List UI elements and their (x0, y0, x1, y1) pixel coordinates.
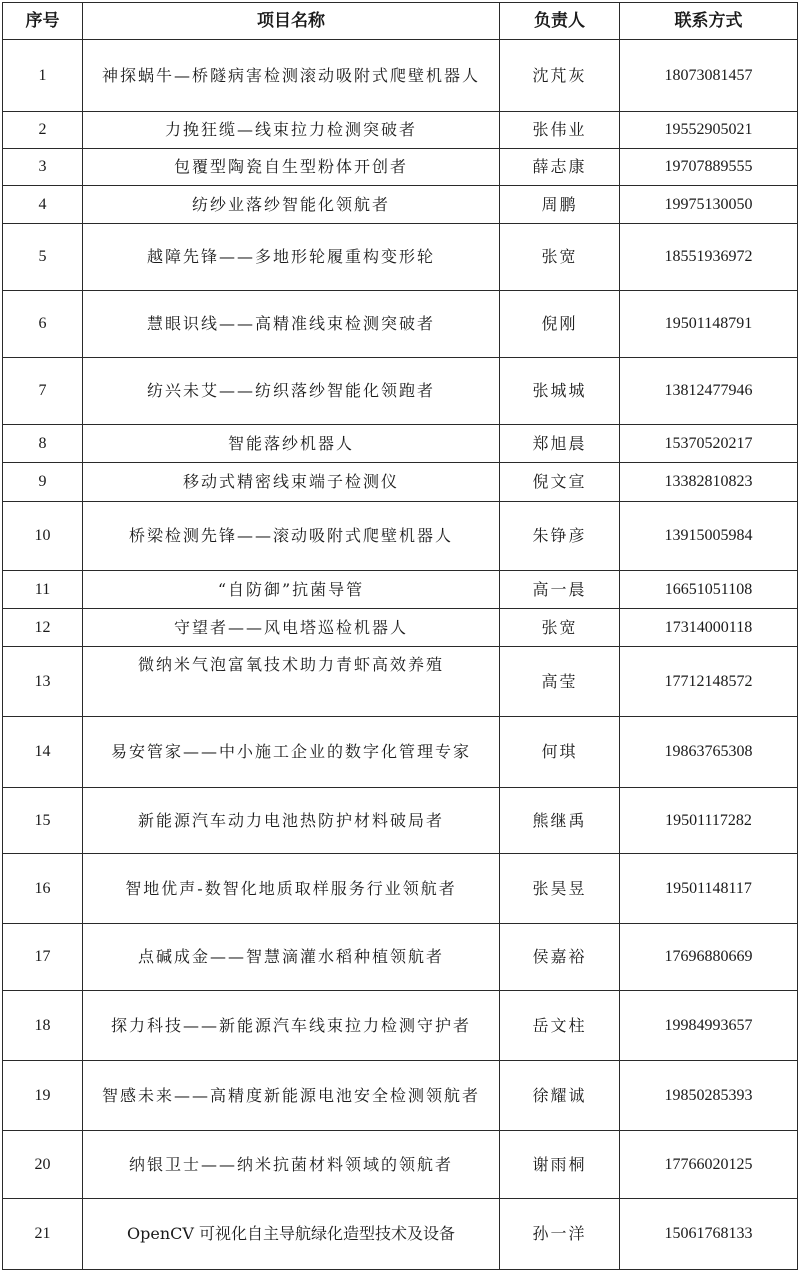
contact-phone: 19501148117 (620, 854, 798, 924)
project-name: 纳银卫士——纳米抗菌材料领域的领航者 (83, 1131, 500, 1199)
owner-name: 张昊昱 (500, 854, 620, 924)
row-index: 14 (3, 717, 83, 788)
contact-phone: 19984993657 (620, 991, 798, 1061)
table-row (3, 788, 798, 854)
contact-phone: 15370520217 (620, 425, 798, 463)
table-row (3, 502, 798, 571)
owner-name: 高莹 (500, 647, 620, 717)
table-row (3, 358, 798, 425)
row-index: 17 (3, 924, 83, 991)
header-owner: 负责人 (500, 3, 620, 40)
row-index: 4 (3, 186, 83, 224)
table-row (3, 571, 798, 609)
table-row (3, 647, 798, 717)
project-name: 越障先锋——多地形轮履重构变形轮 (83, 224, 500, 291)
header-project: 项目名称 (83, 3, 500, 40)
row-index: 10 (3, 502, 83, 571)
contact-phone: 18073081457 (620, 40, 798, 112)
contact-phone: 13812477946 (620, 358, 798, 425)
table-row (3, 924, 798, 991)
header-row (3, 3, 798, 40)
row-index: 19 (3, 1061, 83, 1131)
row-index: 8 (3, 425, 83, 463)
project-name: 桥梁检测先锋——滚动吸附式爬壁机器人 (83, 502, 500, 571)
row-index: 11 (3, 571, 83, 609)
contact-phone: 19975130050 (620, 186, 798, 224)
row-index: 5 (3, 224, 83, 291)
table-row (3, 186, 798, 224)
table-row (3, 1131, 798, 1199)
table-row (3, 854, 798, 924)
table-row (3, 991, 798, 1061)
contact-phone: 19863765308 (620, 717, 798, 788)
contact-phone: 19707889555 (620, 149, 798, 186)
row-index: 20 (3, 1131, 83, 1199)
contact-phone: 13915005984 (620, 502, 798, 571)
contact-phone: 19501148791 (620, 291, 798, 358)
header-index: 序号 (3, 3, 83, 40)
row-index: 6 (3, 291, 83, 358)
table-row (3, 1199, 798, 1270)
project-name: 包覆型陶瓷自生型粉体开创者 (83, 149, 500, 186)
table-row (3, 291, 798, 358)
owner-name: 何琪 (500, 717, 620, 788)
owner-name: 郑旭晨 (500, 425, 620, 463)
project-name: 易安管家——中小施工企业的数字化管理专家 (83, 717, 500, 788)
owner-name: 张伟业 (500, 112, 620, 149)
table-row (3, 149, 798, 186)
project-name: 慧眼识线——高精准线束检测突破者 (83, 291, 500, 358)
contact-phone: 17766020125 (620, 1131, 798, 1199)
project-name: 纺纱业落纱智能化领航者 (83, 186, 500, 224)
project-name: 神探蜗牛—桥隧病害检测滚动吸附式爬壁机器人 (83, 40, 500, 112)
contact-phone: 17712148572 (620, 647, 798, 717)
owner-name: 高一晨 (500, 571, 620, 609)
project-name: 智感未来——高精度新能源电池安全检测领航者 (83, 1061, 500, 1131)
owner-name: 薛志康 (500, 149, 620, 186)
contact-phone: 19501117282 (620, 788, 798, 854)
table-row (3, 463, 798, 502)
owner-name: 张城城 (500, 358, 620, 425)
owner-name: 孙一洋 (500, 1199, 620, 1270)
row-index: 7 (3, 358, 83, 425)
project-name: 微纳米气泡富氧技术助力青虾高效养殖 (83, 647, 500, 717)
row-index: 9 (3, 463, 83, 502)
row-index: 1 (3, 40, 83, 112)
contact-phone: 16651051108 (620, 571, 798, 609)
project-table (2, 2, 798, 1270)
row-index: 2 (3, 112, 83, 149)
project-name: 智能落纱机器人 (83, 425, 500, 463)
project-name: 移动式精密线束端子检测仪 (83, 463, 500, 502)
owner-name: 倪刚 (500, 291, 620, 358)
owner-name: 周鹏 (500, 186, 620, 224)
owner-name: 岳文柱 (500, 991, 620, 1061)
project-name: “自防御”抗菌导管 (83, 571, 500, 609)
contact-phone: 15061768133 (620, 1199, 798, 1270)
row-index: 18 (3, 991, 83, 1061)
project-name: 力挽狂缆—线束拉力检测突破者 (83, 112, 500, 149)
row-index: 21 (3, 1199, 83, 1270)
table-row (3, 717, 798, 788)
table-row (3, 112, 798, 149)
table-row (3, 1061, 798, 1131)
owner-name: 谢雨桐 (500, 1131, 620, 1199)
project-name: 守望者——风电塔巡检机器人 (83, 609, 500, 647)
owner-name: 侯嘉裕 (500, 924, 620, 991)
owner-name: 沈芃灰 (500, 40, 620, 112)
table-row (3, 224, 798, 291)
owner-name: 熊继禹 (500, 788, 620, 854)
project-name: 纺兴未艾——纺织落纱智能化领跑者 (83, 358, 500, 425)
row-index: 13 (3, 647, 83, 717)
contact-phone: 17696880669 (620, 924, 798, 991)
contact-phone: 13382810823 (620, 463, 798, 502)
table-row (3, 40, 798, 112)
project-name: 智地优声-数智化地质取样服务行业领航者 (83, 854, 500, 924)
row-index: 16 (3, 854, 83, 924)
project-name: 探力科技——新能源汽车线束拉力检测守护者 (83, 991, 500, 1061)
table-row (3, 425, 798, 463)
owner-name: 徐耀诚 (500, 1061, 620, 1131)
row-index: 3 (3, 149, 83, 186)
owner-name: 张宽 (500, 609, 620, 647)
project-name: 新能源汽车动力电池热防护材料破局者 (83, 788, 500, 854)
header-contact: 联系方式 (620, 3, 798, 40)
contact-phone: 19552905021 (620, 112, 798, 149)
project-name: OpenCV 可视化自主导航绿化造型技术及设备 (83, 1199, 500, 1270)
contact-phone: 17314000118 (620, 609, 798, 647)
owner-name: 张宽 (500, 224, 620, 291)
owner-name: 朱铮彦 (500, 502, 620, 571)
owner-name: 倪文宣 (500, 463, 620, 502)
row-index: 15 (3, 788, 83, 854)
project-name: 点碱成金——智慧滴灌水稻种植领航者 (83, 924, 500, 991)
contact-phone: 19850285393 (620, 1061, 798, 1131)
contact-phone: 18551936972 (620, 224, 798, 291)
row-index: 12 (3, 609, 83, 647)
table-row (3, 609, 798, 647)
